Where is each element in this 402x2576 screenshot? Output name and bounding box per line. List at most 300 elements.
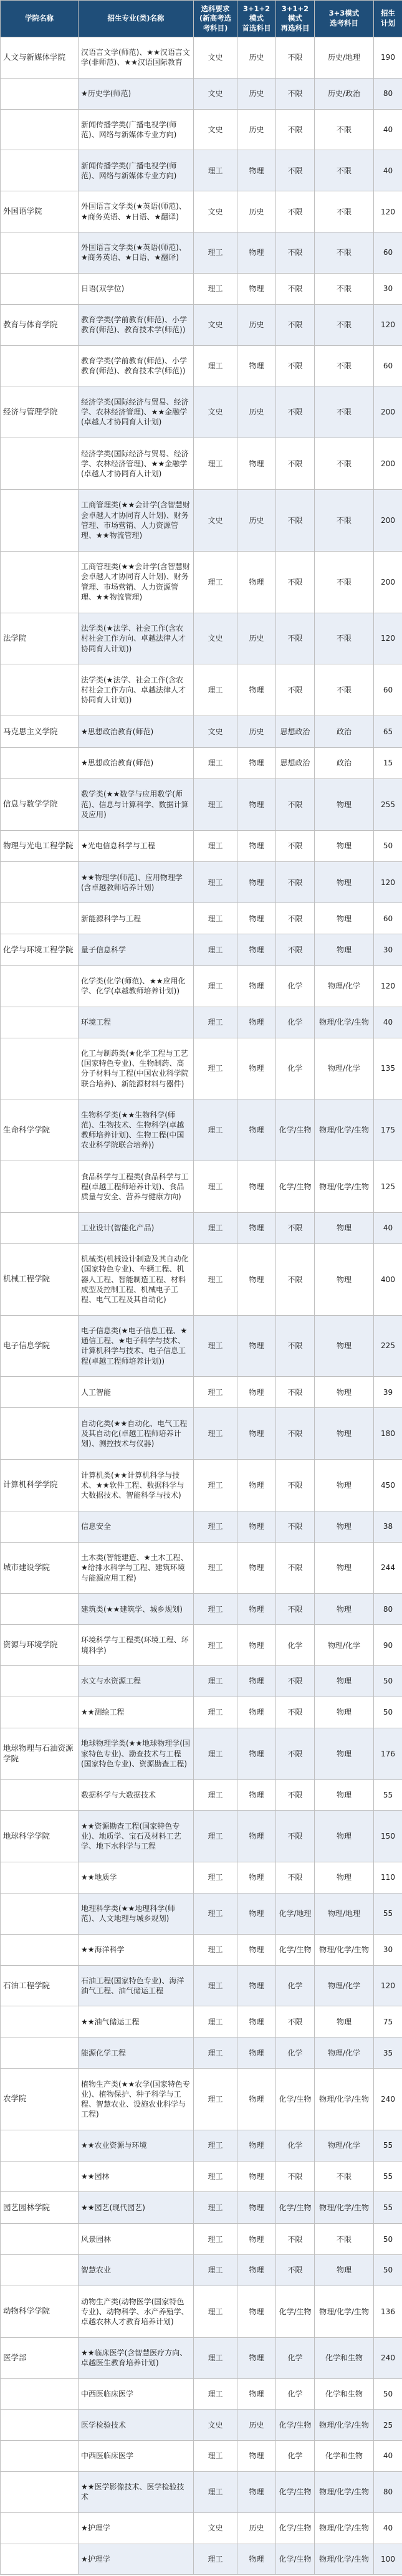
- enrollment-plan-cell: 190: [374, 37, 402, 79]
- elective-subject-cell: 物理/化学: [315, 2037, 374, 2069]
- first-subject-cell: 物理: [237, 1811, 276, 1862]
- table-row: [1, 273, 402, 304]
- enrollment-plan-cell: 35: [374, 2037, 402, 2069]
- elective-subject-cell: 物理: [315, 1697, 374, 1728]
- enrollment-plan-cell: 60: [374, 345, 402, 386]
- elective-subject-cell: 不限: [315, 273, 374, 304]
- elective-subject-cell: 不限: [315, 664, 374, 716]
- major-name-cell: 新闻传播学类(广播电视学(师范)、网络与新媒体专业方向): [79, 109, 194, 150]
- college-name-cell: 人文与新媒体学院: [1, 37, 79, 79]
- subject-requirement-cell: 理工: [194, 273, 237, 304]
- elective-subject-cell: 不限: [315, 191, 374, 232]
- second-subject-cell: 不限: [276, 304, 315, 345]
- table-row: [1, 1934, 402, 1965]
- table-row: [1, 1038, 402, 1099]
- college-name-cell: [1, 1779, 79, 1811]
- college-name-cell: [1, 664, 79, 716]
- second-subject-cell: 不限: [276, 2161, 315, 2192]
- elective-subject-cell: 物理: [315, 1315, 374, 1377]
- subject-requirement-cell: 理工: [194, 1408, 237, 1460]
- subject-requirement-cell: 文史: [194, 304, 237, 345]
- first-subject-cell: 物理: [237, 1038, 276, 1099]
- second-subject-cell: 不限: [276, 345, 315, 386]
- first-subject-cell: 物理: [237, 232, 276, 274]
- first-subject-cell: 物理: [237, 2544, 276, 2575]
- second-subject-cell: 化学: [276, 2337, 315, 2378]
- first-subject-cell: 物理: [237, 2441, 276, 2472]
- second-subject-cell: 不限: [276, 78, 315, 109]
- elective-subject-cell: 物理/化学/生物: [315, 2544, 374, 2575]
- elective-subject-cell: 物理: [315, 1728, 374, 1779]
- college-name-cell: [1, 1161, 79, 1213]
- enrollment-plan-cell: 225: [374, 1315, 402, 1377]
- college-name-cell: 法学院: [1, 613, 79, 664]
- subject-requirement-cell: 理工: [194, 1934, 237, 1965]
- college-name-cell: 机械工程学院: [1, 1243, 79, 1315]
- elective-subject-cell: 物理: [315, 1460, 374, 1511]
- table-row: [1, 37, 402, 79]
- first-subject-cell: 物理: [237, 1934, 276, 1965]
- subject-requirement-cell: 理工: [194, 2161, 237, 2192]
- college-name-cell: [1, 1007, 79, 1038]
- elective-subject-cell: 物理/化学/生物: [315, 2512, 374, 2544]
- subject-requirement-cell: 理工: [194, 438, 237, 490]
- subject-requirement-cell: 理工: [194, 232, 237, 274]
- elective-subject-cell: 物理: [315, 2006, 374, 2037]
- table-row: [1, 551, 402, 613]
- subject-requirement-cell: 理工: [194, 748, 237, 779]
- second-subject-cell: 不限: [276, 109, 315, 150]
- major-name-cell: 人工智能: [79, 1377, 194, 1408]
- subject-requirement-cell: 理工: [194, 1779, 237, 1811]
- college-name-cell: [1, 232, 79, 274]
- elective-subject-cell: 物理: [315, 862, 374, 903]
- table-row: [1, 1315, 402, 1377]
- first-subject-cell: 历史: [237, 191, 276, 232]
- major-name-cell: 环境科学与工程类(环境工程、环境科学): [79, 1625, 194, 1666]
- college-name-cell: [1, 345, 79, 386]
- elective-subject-cell: 物理/化学: [315, 1625, 374, 1666]
- major-name-cell: ★护理学: [79, 2544, 194, 2575]
- subject-requirement-cell: 理工: [194, 1007, 237, 1038]
- first-subject-cell: 物理: [237, 1779, 276, 1811]
- enrollment-plan-cell: 55: [374, 1779, 402, 1811]
- table-row: [1, 1697, 402, 1728]
- college-name-cell: [1, 1377, 79, 1408]
- enrollment-plan-cell: 40: [374, 1007, 402, 1038]
- elective-subject-cell: 物理: [315, 1542, 374, 1594]
- first-subject-cell: 物理: [237, 748, 276, 779]
- elective-subject-cell: 物理: [315, 903, 374, 934]
- subject-requirement-cell: 理工: [194, 1893, 237, 1934]
- enrollment-plan-cell: 450: [374, 1460, 402, 1511]
- second-subject-cell: 不限: [276, 2006, 315, 2037]
- subject-requirement-cell: 文史: [194, 613, 237, 664]
- elective-subject-cell: 物理: [315, 1511, 374, 1542]
- enrollment-plan-cell: 180: [374, 1408, 402, 1460]
- elective-subject-cell: 物理: [315, 1594, 374, 1625]
- elective-subject-cell: 物理/化学/生物: [315, 2410, 374, 2441]
- enrollment-plan-cell: 150: [374, 1811, 402, 1862]
- enrollment-plan-cell: 25: [374, 2410, 402, 2441]
- enrollment-plan-cell: 110: [374, 1862, 402, 1894]
- major-name-cell: ★★测绘工程: [79, 1697, 194, 1728]
- elective-subject-cell: 物理: [315, 1779, 374, 1811]
- elective-subject-cell: 物理: [315, 778, 374, 830]
- column-header: 3+3模式 选考科目: [315, 1, 374, 37]
- subject-requirement-cell: 理工: [194, 2037, 237, 2069]
- major-name-cell: ★★农业资源与环境: [79, 2130, 194, 2161]
- enrollment-plan-cell: 40: [374, 2441, 402, 2472]
- subject-requirement-cell: 理工: [194, 2192, 237, 2224]
- second-subject-cell: 不限: [276, 232, 315, 274]
- first-subject-cell: 物理: [237, 2069, 276, 2130]
- second-subject-cell: 不限: [276, 903, 315, 934]
- first-subject-cell: 物理: [237, 1666, 276, 1697]
- college-name-cell: 资源与环境学院: [1, 1625, 79, 1666]
- enrollment-plan-cell: 255: [374, 778, 402, 830]
- college-name-cell: [1, 1212, 79, 1243]
- college-name-cell: 信息与数学学院: [1, 778, 79, 830]
- major-name-cell: 自动化类(★★自动化、电气工程及其自动化(卓越工程师培养计划)、测控技术与仪器): [79, 1408, 194, 1460]
- college-name-cell: 地球科学学院: [1, 1811, 79, 1862]
- major-name-cell: 地理科学类(★★地理科学(师范)、人文地理与城乡规划): [79, 1893, 194, 1934]
- elective-subject-cell: 物理/化学/生物: [315, 1934, 374, 1965]
- first-subject-cell: 物理: [237, 2037, 276, 2069]
- enrollment-plan-cell: 50: [374, 2224, 402, 2255]
- table-row: [1, 438, 402, 490]
- table-row: [1, 1161, 402, 1213]
- table-row: [1, 716, 402, 748]
- second-subject-cell: 不限: [276, 150, 315, 191]
- table-row: [1, 2224, 402, 2255]
- table-row: [1, 1965, 402, 2006]
- subject-requirement-cell: 理工: [194, 2471, 237, 2512]
- college-name-cell: 经济与管理学院: [1, 386, 79, 438]
- subject-requirement-cell: 理工: [194, 2069, 237, 2130]
- table-row: [1, 2378, 402, 2410]
- second-subject-cell: 化学: [276, 2441, 315, 2472]
- elective-subject-cell: 不限: [315, 345, 374, 386]
- major-name-cell: 新闻传播学类(广播电视学(师范)、网络与新媒体专业方向): [79, 150, 194, 191]
- major-name-cell: ★★资源勘查工程(国家特色专业)、地质学、宝石及材料工艺学、地下水科学与工程: [79, 1811, 194, 1862]
- enrollment-plan-cell: 39: [374, 1377, 402, 1408]
- table-row: [1, 1408, 402, 1460]
- column-header: 选科要求 (新高考选考科目): [194, 1, 237, 37]
- major-name-cell: ★★油气储运工程: [79, 2006, 194, 2037]
- elective-subject-cell: 物理/化学: [315, 965, 374, 1007]
- table-row: [1, 2441, 402, 2472]
- subject-requirement-cell: 理工: [194, 778, 237, 830]
- subject-requirement-cell: 理工: [194, 1511, 237, 1542]
- college-name-cell: [1, 1934, 79, 1965]
- enrollment-plan-cell: 75: [374, 2006, 402, 2037]
- table-row: [1, 191, 402, 232]
- table-row: [1, 862, 402, 903]
- second-subject-cell: 化学: [276, 1965, 315, 2006]
- subject-requirement-cell: 理工: [194, 2006, 237, 2037]
- second-subject-cell: 化学/生物: [276, 2544, 315, 2575]
- major-name-cell: 信息安全: [79, 1511, 194, 1542]
- second-subject-cell: 不限: [276, 1811, 315, 1862]
- first-subject-cell: 物理: [237, 965, 276, 1007]
- major-name-cell: ★★医学影像技术、医学检验技术: [79, 2471, 194, 2512]
- table-row: [1, 386, 402, 438]
- college-name-cell: [1, 109, 79, 150]
- elective-subject-cell: 物理: [315, 1862, 374, 1894]
- subject-requirement-cell: 理工: [194, 1460, 237, 1511]
- major-name-cell: ★思想政治教育(师范): [79, 716, 194, 748]
- enrollment-plan-cell: 60: [374, 232, 402, 274]
- enrollment-plan-cell: 120: [374, 191, 402, 232]
- elective-subject-cell: 历史/地理: [315, 37, 374, 79]
- college-name-cell: [1, 903, 79, 934]
- major-name-cell: ★光电信息科学与工程: [79, 830, 194, 862]
- subject-requirement-cell: 文史: [194, 191, 237, 232]
- first-subject-cell: 物理: [237, 1377, 276, 1408]
- college-name-cell: [1, 2378, 79, 2410]
- elective-subject-cell: 政治: [315, 716, 374, 748]
- elective-subject-cell: 不限: [315, 109, 374, 150]
- enrollment-plan-cell: 40: [374, 1212, 402, 1243]
- table-row: [1, 2255, 402, 2286]
- second-subject-cell: 不限: [276, 1315, 315, 1377]
- subject-requirement-cell: 理工: [194, 2130, 237, 2161]
- major-name-cell: ★思想政治教育(师范): [79, 748, 194, 779]
- subject-requirement-cell: 理工: [194, 965, 237, 1007]
- table-row: [1, 150, 402, 191]
- elective-subject-cell: 物理/化学/生物: [315, 1099, 374, 1161]
- subject-requirement-cell: 理工: [194, 2378, 237, 2410]
- subject-requirement-cell: 理工: [194, 1212, 237, 1243]
- first-subject-cell: 物理: [237, 273, 276, 304]
- major-name-cell: 石油工程(国家特色专业)、海洋油气工程、油气储运工程: [79, 1965, 194, 2006]
- elective-subject-cell: 不限: [315, 438, 374, 490]
- elective-subject-cell: 不限: [315, 304, 374, 345]
- first-subject-cell: 历史: [237, 489, 276, 551]
- enrollment-plan-cell: 50: [374, 1666, 402, 1697]
- second-subject-cell: 不限: [276, 1594, 315, 1625]
- elective-subject-cell: 物理/化学/生物: [315, 2069, 374, 2130]
- major-name-cell: 机械类(机械设计制造及其自动化(国家特色专业)、车辆工程、机器人工程、智能制造工程、材料成型及控制工程、机械电子工程、电气工程及其自动化): [79, 1243, 194, 1315]
- college-name-cell: [1, 2037, 79, 2069]
- subject-requirement-cell: 理工: [194, 1666, 237, 1697]
- first-subject-cell: 物理: [237, 1625, 276, 1666]
- subject-requirement-cell: 理工: [194, 1625, 237, 1666]
- first-subject-cell: 物理: [237, 1099, 276, 1161]
- first-subject-cell: 物理: [237, 2006, 276, 2037]
- second-subject-cell: 不限: [276, 1212, 315, 1243]
- elective-subject-cell: 不限: [315, 2161, 374, 2192]
- subject-requirement-cell: 理工: [194, 934, 237, 966]
- elective-subject-cell: 物理/化学: [315, 1038, 374, 1099]
- major-name-cell: ★历史学(师范): [79, 78, 194, 109]
- enrollment-plan-cell: 400: [374, 1243, 402, 1315]
- enrollment-plan-cell: 60: [374, 664, 402, 716]
- college-name-cell: [1, 2512, 79, 2544]
- major-name-cell: 经济学类(国际经济与贸易、经济学、农林经济管理)、★★金融学(卓越人才协同育人计划): [79, 438, 194, 490]
- enrollment-plan-cell: 15: [374, 748, 402, 779]
- enrollment-plan-cell: 38: [374, 1511, 402, 1542]
- table-row: [1, 489, 402, 551]
- second-subject-cell: 不限: [276, 613, 315, 664]
- column-header: 招生专业(类)名称: [79, 1, 194, 37]
- major-name-cell: 医学检验技术: [79, 2410, 194, 2441]
- college-name-cell: [1, 1697, 79, 1728]
- table-row: [1, 2069, 402, 2130]
- enrollment-plan-cell: 100: [374, 2544, 402, 2575]
- major-name-cell: 化工与制药类(★化学工程与工艺(国家特色专业)、生物制药、高分子材料与工程(中国农业科学院联合培养)、新能源材料与器件): [79, 1038, 194, 1099]
- enrollment-plan-cell: 125: [374, 1161, 402, 1213]
- college-name-cell: 医学部: [1, 2337, 79, 2378]
- subject-requirement-cell: 理工: [194, 903, 237, 934]
- subject-requirement-cell: 理工: [194, 1161, 237, 1213]
- table-row: [1, 2192, 402, 2224]
- table-row: [1, 1460, 402, 1511]
- subject-requirement-cell: 理工: [194, 2441, 237, 2472]
- subject-requirement-cell: 文史: [194, 2512, 237, 2544]
- major-name-cell: ★★园林: [79, 2161, 194, 2192]
- table-row: [1, 1099, 402, 1161]
- column-header: 招生 计划: [374, 1, 402, 37]
- subject-requirement-cell: 理工: [194, 551, 237, 613]
- enrollment-plan-cell: 120: [374, 304, 402, 345]
- major-name-cell: 地球物理学类(★★地球物理学(国家特色专业)、勘查技术与工程(国家特色专业)、资源勘查工程): [79, 1728, 194, 1779]
- major-name-cell: 土木类(智能建造、★土木工程、★给排水科学与工程、建筑环境与能源应用工程): [79, 1542, 194, 1594]
- second-subject-cell: 不限: [276, 2255, 315, 2286]
- table-row: [1, 1811, 402, 1862]
- first-subject-cell: 物理: [237, 2255, 276, 2286]
- table-row: [1, 2512, 402, 2544]
- second-subject-cell: 不限: [276, 1779, 315, 1811]
- major-name-cell: 水文与水资源工程: [79, 1666, 194, 1697]
- major-name-cell: 法学类(★法学、社会工作(含农村社会工作方向、卓越法律人才协同育人计划)): [79, 664, 194, 716]
- subject-requirement-cell: 理工: [194, 1243, 237, 1315]
- enrollment-plan-cell: 200: [374, 551, 402, 613]
- major-name-cell: 新能源科学与工程: [79, 903, 194, 934]
- college-name-cell: [1, 1862, 79, 1894]
- first-subject-cell: 物理: [237, 1728, 276, 1779]
- elective-subject-cell: 物理/化学/生物: [315, 2471, 374, 2512]
- major-name-cell: 环境工程: [79, 1007, 194, 1038]
- college-name-cell: [1, 862, 79, 903]
- table-row: [1, 109, 402, 150]
- first-subject-cell: 物理: [237, 1161, 276, 1213]
- first-subject-cell: 物理: [237, 1893, 276, 1934]
- college-name-cell: [1, 2441, 79, 2472]
- first-subject-cell: 物理: [237, 2337, 276, 2378]
- college-name-cell: 园艺园林学院: [1, 2192, 79, 2224]
- table-row: [1, 2471, 402, 2512]
- subject-requirement-cell: 文史: [194, 37, 237, 79]
- table-row: [1, 1728, 402, 1779]
- subject-requirement-cell: 文史: [194, 109, 237, 150]
- second-subject-cell: 不限: [276, 1728, 315, 1779]
- second-subject-cell: 不限: [276, 1697, 315, 1728]
- second-subject-cell: 化学/生物: [276, 1161, 315, 1213]
- second-subject-cell: 不限: [276, 934, 315, 966]
- major-name-cell: 动物生产类(动物医学(国家特色专业)、动物科学、水产养殖学、卓越农林人才教育培养计划): [79, 2286, 194, 2337]
- first-subject-cell: 历史: [237, 2512, 276, 2544]
- first-subject-cell: 物理: [237, 150, 276, 191]
- elective-subject-cell: 物理: [315, 1408, 374, 1460]
- college-name-cell: [1, 1666, 79, 1697]
- table-body: [1, 37, 402, 2575]
- second-subject-cell: 不限: [276, 37, 315, 79]
- college-name-cell: [1, 2130, 79, 2161]
- first-subject-cell: 历史: [237, 716, 276, 748]
- first-subject-cell: 历史: [237, 78, 276, 109]
- subject-requirement-cell: 文史: [194, 78, 237, 109]
- college-name-cell: [1, 2224, 79, 2255]
- first-subject-cell: 物理: [237, 438, 276, 490]
- first-subject-cell: 物理: [237, 1315, 276, 1377]
- table-row: [1, 1862, 402, 1894]
- first-subject-cell: 物理: [237, 2192, 276, 2224]
- second-subject-cell: 不限: [276, 438, 315, 490]
- college-name-cell: [1, 438, 79, 490]
- elective-subject-cell: 化学和生物: [315, 2441, 374, 2472]
- first-subject-cell: 物理: [237, 934, 276, 966]
- college-name-cell: 生命科学学院: [1, 1099, 79, 1161]
- enrollment-plan-cell: 120: [374, 965, 402, 1007]
- table-row: [1, 232, 402, 274]
- table-row: [1, 345, 402, 386]
- major-name-cell: 工商管理类(★★会计学(含智慧财会卓越人才协同育人计划)、财务管理、市场营销、人力资源管理、★★物流管理): [79, 489, 194, 551]
- first-subject-cell: 物理: [237, 1862, 276, 1894]
- elective-subject-cell: 不限: [315, 2224, 374, 2255]
- first-subject-cell: 物理: [237, 2378, 276, 2410]
- second-subject-cell: 不限: [276, 778, 315, 830]
- subject-requirement-cell: 理工: [194, 345, 237, 386]
- major-name-cell: 化学类(化学(师范)、★★应用化学、化学(卓越教师培养计划)): [79, 965, 194, 1007]
- college-name-cell: [1, 748, 79, 779]
- college-name-cell: 马克思主义学院: [1, 716, 79, 748]
- first-subject-cell: 物理: [237, 2286, 276, 2337]
- second-subject-cell: 不限: [276, 1243, 315, 1315]
- enrollment-plan-cell: 40: [374, 2512, 402, 2544]
- first-subject-cell: 物理: [237, 1460, 276, 1511]
- subject-requirement-cell: 理工: [194, 2544, 237, 2575]
- second-subject-cell: 不限: [276, 386, 315, 438]
- enrollment-plan-cell: 80: [374, 78, 402, 109]
- elective-subject-cell: 物理/化学/生物: [315, 1007, 374, 1038]
- second-subject-cell: 不限: [276, 191, 315, 232]
- second-subject-cell: 化学/生物: [276, 1099, 315, 1161]
- subject-requirement-cell: 文史: [194, 2410, 237, 2441]
- second-subject-cell: 不限: [276, 489, 315, 551]
- major-name-cell: 外国语言文学类(★英语(师范)、★商务英语、★日语、★翻译): [79, 232, 194, 274]
- subject-requirement-cell: 理工: [194, 150, 237, 191]
- elective-subject-cell: 物理/地理: [315, 1893, 374, 1934]
- table-row: [1, 830, 402, 862]
- first-subject-cell: 物理: [237, 1243, 276, 1315]
- subject-requirement-cell: 理工: [194, 1315, 237, 1377]
- table-row: [1, 748, 402, 779]
- first-subject-cell: 历史: [237, 37, 276, 79]
- major-name-cell: 日语(双学位): [79, 273, 194, 304]
- subject-requirement-cell: 文史: [194, 716, 237, 748]
- college-name-cell: [1, 150, 79, 191]
- table-row: [1, 1007, 402, 1038]
- elective-subject-cell: 物理/化学: [315, 2130, 374, 2161]
- second-subject-cell: 不限: [276, 1460, 315, 1511]
- table-row: [1, 2006, 402, 2037]
- first-subject-cell: 物理: [237, 1511, 276, 1542]
- second-subject-cell: 不限: [276, 862, 315, 903]
- table-row: [1, 1542, 402, 1594]
- enrollment-plan-cell: 240: [374, 2337, 402, 2378]
